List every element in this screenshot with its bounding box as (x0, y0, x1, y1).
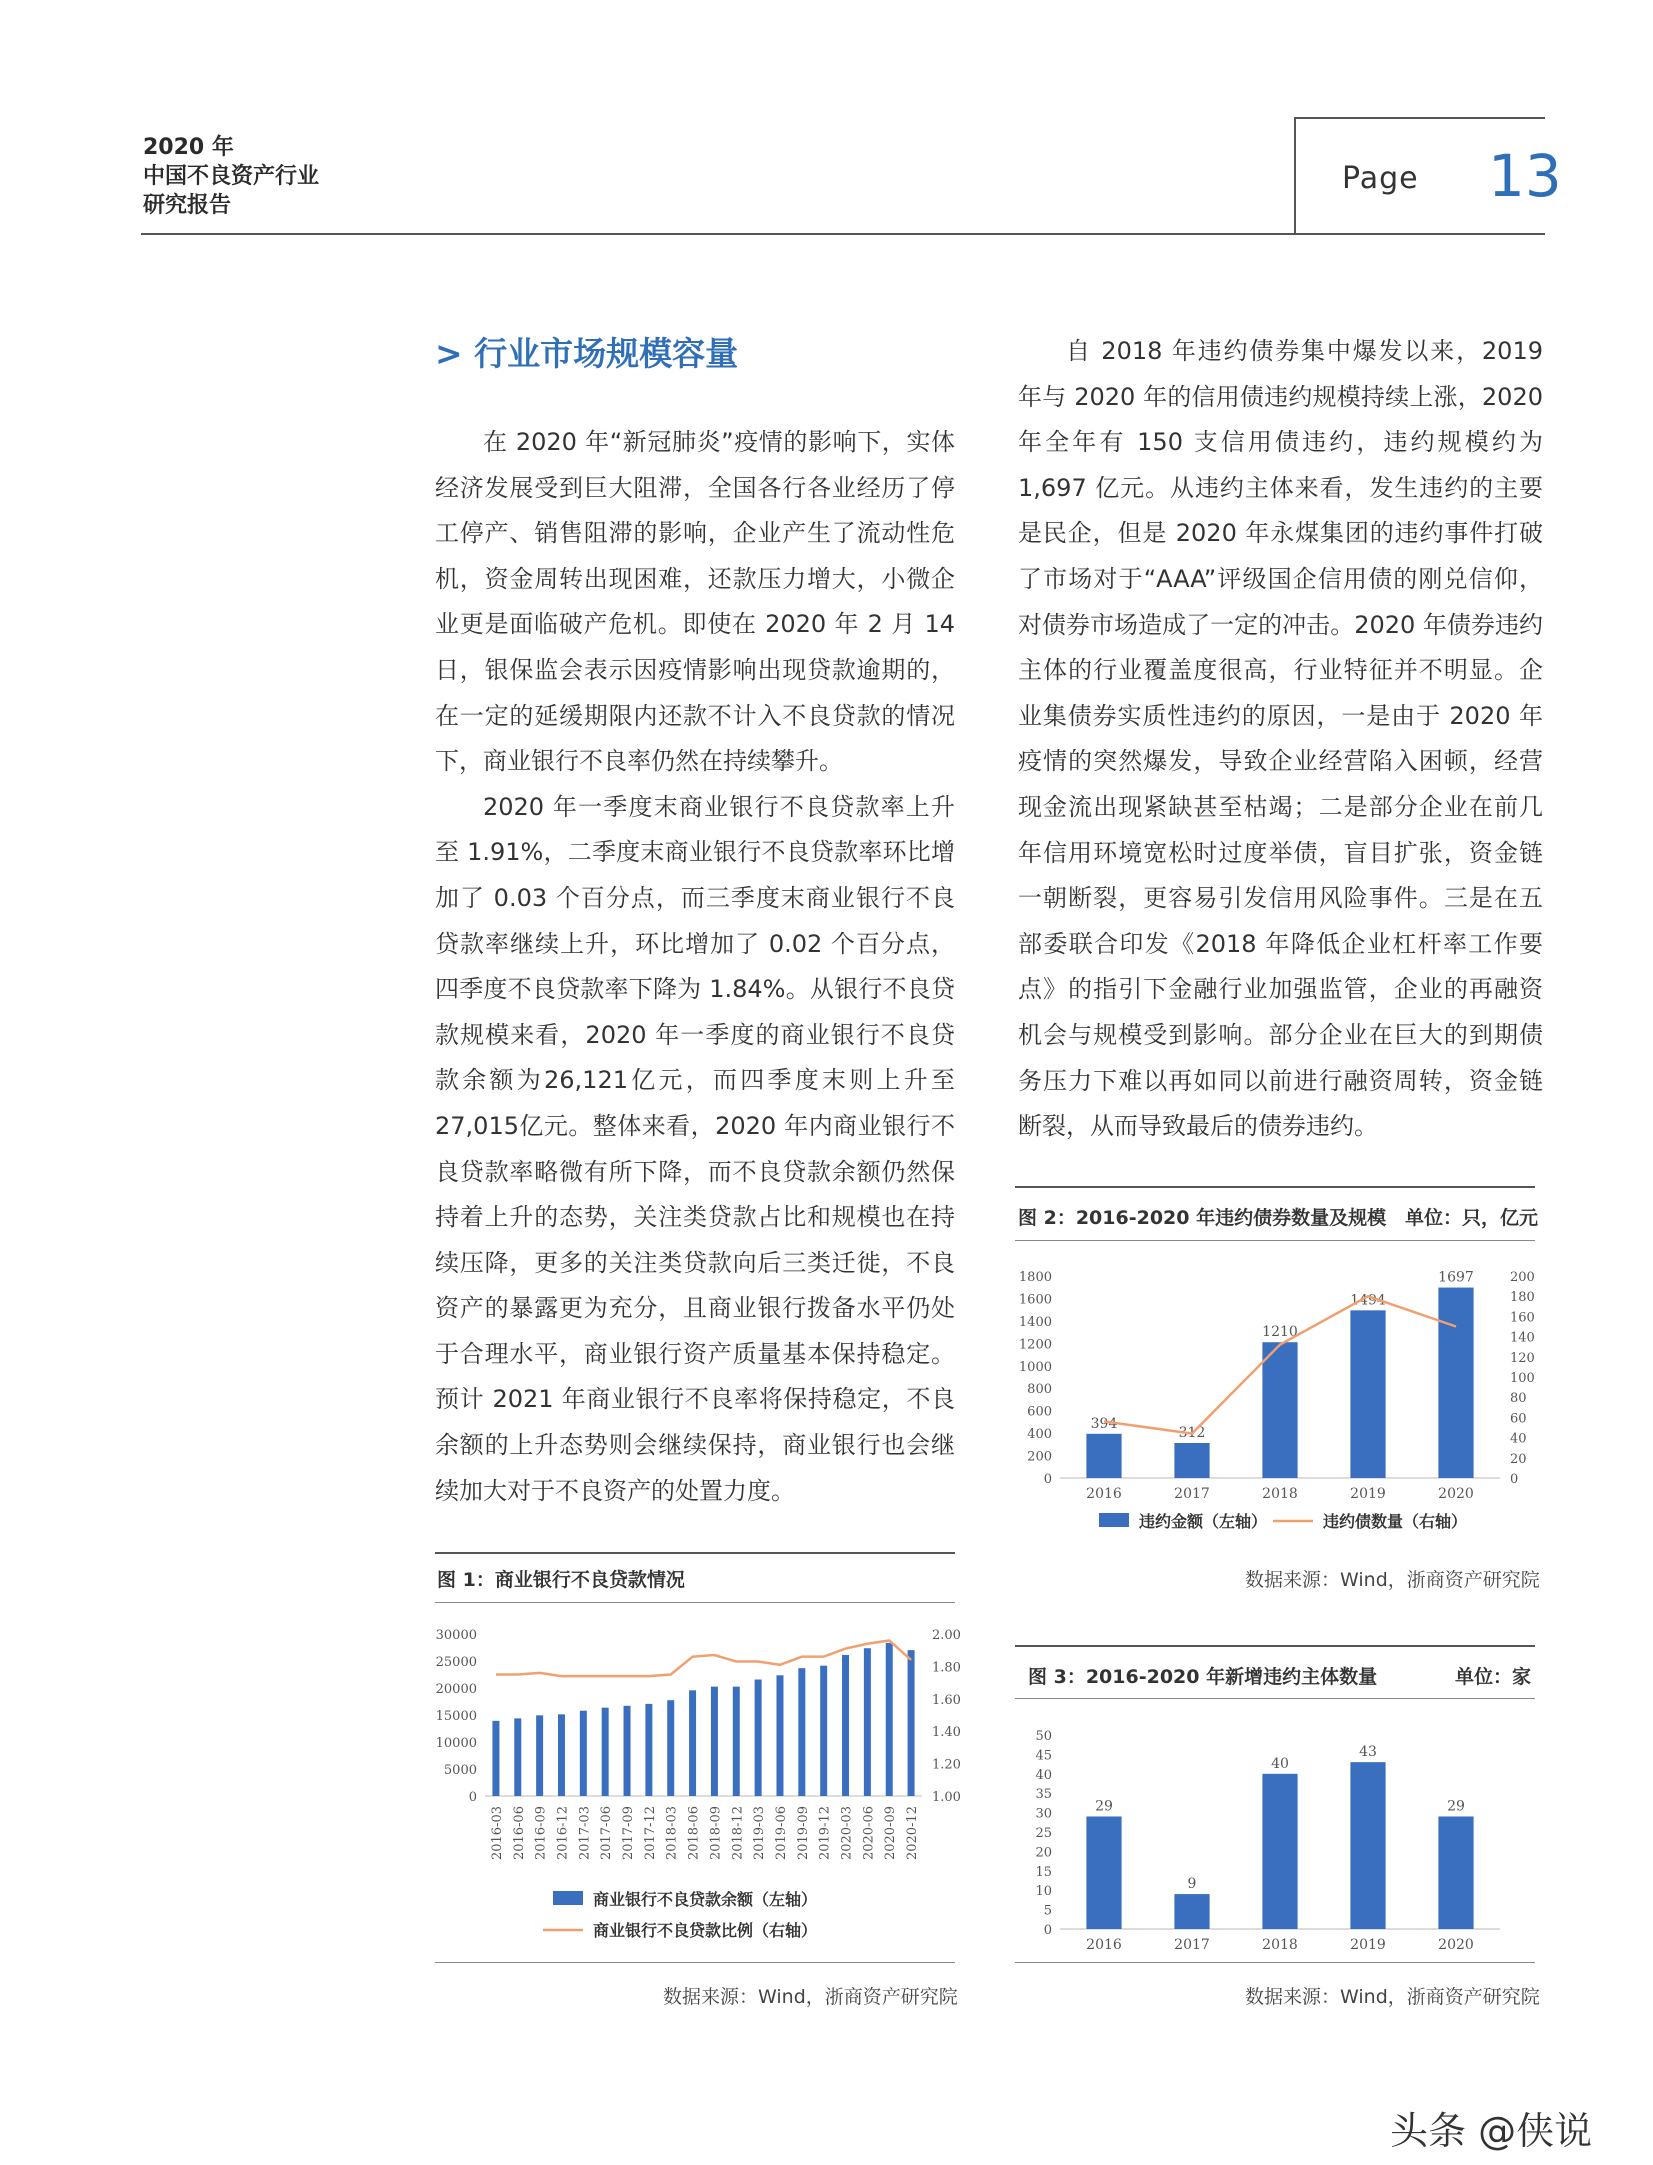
paragraph: 2020 年一季度末商业银行不良贷款率上升至 1.91%，二季度末商业银行不良贷款率环比增加了 0.03 个百分点，而三季度末商业银行不良贷款率继续上升，环比增加了 0.02 个百分点，四季度不良贷款率下降为 1.84%。从银行不良贷款规模来看，2020 年一季度的商业银行不良贷款余额为26,121亿元，而四季度末则上升至27,015亿元。整体来看，2020 年内商业银行不良贷款率略微有所下降，而不良贷款余额仍然保持着上升的态势，关注类贷款占比和规模也在持续压降，更多的关注类贷款向后三类迁徙，不良资产的暴露更为充分，且商业银行拨备水平仍处于合理水平，商业银行资产质量基本保持稳定。预计 2021 年商业银行不良率将保持稳定，不良余额的上升态势则会继续保持，商业银行也会继续加大对于不良资产的处置力度。 (435, 792, 955, 1505)
y-tick-right: 1.80 (932, 1660, 961, 1676)
y-tick-right: 1.60 (932, 1692, 961, 1708)
fig3-bottom-rule (1015, 1962, 1535, 1963)
fig2-top-rule (1015, 1186, 1535, 1188)
bar (492, 1721, 499, 1796)
bar (711, 1687, 718, 1796)
x-tick: 2016 (1086, 1486, 1122, 1502)
y-tick-right: 1.40 (932, 1725, 961, 1741)
x-tick: 2019-09 (795, 1806, 811, 1861)
y-tick-right: 140 (1510, 1330, 1535, 1346)
y-tick-left: 1800 (1018, 1270, 1052, 1285)
fig2-unit: 单位：只，亿元 (1405, 1207, 1539, 1229)
bar (1350, 1310, 1385, 1478)
fig1-title-rule (435, 1602, 955, 1603)
x-tick: 2016-09 (533, 1806, 549, 1861)
x-tick: 2020-06 (861, 1806, 877, 1861)
y-tick-left: 1200 (1018, 1337, 1052, 1353)
bar-label: 1210 (1262, 1324, 1298, 1341)
x-tick: 2016-03 (489, 1806, 505, 1861)
report-title-line: 研究报告 (143, 193, 232, 218)
bar (1174, 1443, 1209, 1478)
x-tick: 2017-06 (599, 1806, 615, 1861)
x-tick: 2020-03 (839, 1806, 855, 1861)
y-tick-left: 600 (1027, 1404, 1052, 1420)
x-tick: 2016-06 (511, 1806, 527, 1861)
y-tick-left: 1400 (1018, 1314, 1052, 1330)
legend-label: 违约债数量（右轴） (1323, 1512, 1468, 1531)
bar (1174, 1894, 1209, 1929)
x-tick: 2020 (1438, 1486, 1474, 1502)
fig3-source: 数据来源：Wind，浙商资产研究院 (1245, 1986, 1540, 2008)
fig1-source: 数据来源：Wind，浙商资产研究院 (663, 1986, 958, 2008)
y-tick-right: 180 (1510, 1290, 1535, 1306)
y-tick-left: 5 (1043, 1903, 1052, 1919)
x-tick: 2018 (1262, 1486, 1298, 1502)
x-tick: 2016-12 (555, 1806, 571, 1861)
bar-label: 9 (1187, 1876, 1197, 1893)
bar-label: 1697 (1438, 1269, 1474, 1286)
bar (580, 1711, 587, 1796)
y-tick-right: 60 (1510, 1411, 1527, 1427)
x-tick: 2018-06 (686, 1806, 702, 1861)
y-tick-left: 40 (1035, 1767, 1052, 1783)
y-tick-right: 120 (1510, 1350, 1535, 1366)
fig3-unit: 单位：家 (1455, 1666, 1532, 1688)
fig2-source: 数据来源：Wind，浙商资产研究院 (1245, 1569, 1540, 1591)
x-tick: 2019-03 (752, 1806, 768, 1861)
x-tick: 2020 (1438, 1937, 1474, 1953)
y-tick-left: 200 (1027, 1449, 1052, 1465)
x-tick: 2018-09 (708, 1806, 724, 1861)
fig3-title-rule (1015, 1698, 1535, 1699)
bar (820, 1666, 827, 1796)
fig2-chart (1015, 1248, 1545, 1538)
y-tick-right: 160 (1510, 1310, 1535, 1326)
y-tick-left: 45 (1035, 1748, 1052, 1764)
x-tick: 2019-06 (773, 1806, 789, 1861)
x-tick: 2018-03 (664, 1806, 680, 1861)
page-label: Page (1342, 161, 1419, 196)
paragraph: 在 2020 年“新冠肺炎”疫情的影响下，实体经济发展受到巨大阻滞，全国各行各业经历了停工停产、销售阻滞的影响，企业产生了流动性危机，资金周转出现困难，还款压力增大，小微企业更是面临破产危机。即使在 2020 年 2 月 14 日，银保监会表示因疫情影响出现贷款逾期的，在一定的延缓期限内还款不计入不良贷款的情况下，商业银行不良率仍然在持续攀升。 (435, 428, 955, 776)
y-tick-left: 25000 (435, 1655, 477, 1670)
bar-label: 394 (1090, 1415, 1118, 1432)
fig3-chart (1015, 1712, 1545, 1962)
y-tick-right: 100 (1510, 1371, 1535, 1386)
y-tick-right: 40 (1510, 1431, 1527, 1447)
y-tick-left: 20000 (435, 1682, 477, 1697)
y-tick-right: 2.00 (932, 1628, 961, 1643)
y-tick-left: 0 (468, 1790, 477, 1805)
fig1-chart (435, 1610, 961, 1950)
legend-label: 商业银行不良贷款余额（左轴） (593, 1890, 818, 1909)
y-tick-right: 1.20 (932, 1757, 961, 1773)
left-column-text (435, 420, 955, 1514)
y-tick-left: 15000 (435, 1709, 477, 1724)
bar (864, 1648, 871, 1796)
y-tick-left: 10 (1035, 1884, 1052, 1900)
fig2-title-rule (1015, 1240, 1535, 1241)
x-tick: 2018-12 (730, 1806, 746, 1861)
report-title-line: 2020 年 (143, 135, 234, 160)
bar-label: 40 (1271, 1755, 1289, 1772)
y-tick-left: 0 (1043, 1923, 1052, 1938)
y-tick-left: 10000 (435, 1736, 477, 1751)
y-tick-right: 20 (1510, 1451, 1527, 1467)
x-tick: 2017 (1174, 1486, 1210, 1502)
section-title: > 行业市场规模容量 (435, 334, 739, 373)
y-tick-left: 50 (1035, 1729, 1052, 1744)
bar (755, 1680, 762, 1796)
fig3-top-rule (1015, 1645, 1535, 1647)
bar-label: 312 (1178, 1424, 1206, 1441)
y-tick-left: 20 (1035, 1845, 1052, 1861)
y-tick-left: 30000 (435, 1628, 477, 1643)
y-tick-left: 1000 (1018, 1359, 1052, 1375)
bar (602, 1708, 609, 1796)
right-column-text (1018, 329, 1543, 1150)
bar (1262, 1774, 1297, 1929)
bar-label: 43 (1359, 1744, 1377, 1761)
bar (1438, 1288, 1473, 1478)
report-title-line: 中国不良资产行业 (143, 164, 320, 189)
x-tick: 2017-03 (577, 1806, 593, 1861)
bar (1262, 1342, 1297, 1478)
y-tick-right: 80 (1510, 1391, 1527, 1407)
legend-swatch-bar (1099, 1513, 1129, 1527)
x-tick: 2017 (1174, 1937, 1210, 1953)
paragraph: 自 2018 年违约债券集中爆发以来，2019 年与 2020 年的信用债违约规模持续上涨，2020 年全年有 150 支信用债违约，违约规模约为 1,697 亿元。从违约主体来看，发生违约的主要是民企，但是 2020 年永煤集团的违约事件打破了市场对于“AAA”评级国企信用债的刚兑信仰，对债券市场造成了一定的冲击。2020 年债券违约主体的行业覆盖度很高，行业特征并不明显。企业集债券实质性违约的原因，一是由于 2020 年疫情的突然爆发，导致企业经营陷入困顿，经营现金流出现紧缺甚至枯竭；二是部分企业在前几年信用环境宽松时过度举债，盲目扩张，资金链一朝断裂，更容易引发信用风险事件。三是在五部委联合印发《2018 年降低企业杠杆率工作要点》的指引下金融行业加强监管，企业的再融资机会与规模受到影响。部分企业在巨大的到期债务压力下难以再如同以前进行融资周转，资金链断裂，从而导致最后的债券违约。 (1018, 337, 1543, 1141)
y-tick-right: 200 (1510, 1270, 1535, 1285)
y-tick-left: 35 (1035, 1787, 1052, 1803)
fig2-title: 图 2：2016-2020 年违约债券数量及规模 (1018, 1207, 1387, 1229)
y-tick-right: 1.00 (932, 1790, 961, 1805)
bar (645, 1704, 652, 1796)
y-tick-left: 0 (1043, 1472, 1052, 1487)
fig1-top-rule (435, 1552, 955, 1554)
report-title (143, 133, 319, 220)
y-tick-left: 25 (1035, 1826, 1052, 1841)
bar (733, 1687, 740, 1796)
x-tick: 2020-12 (905, 1806, 921, 1861)
legend-label: 违约金额（左轴） (1139, 1512, 1268, 1531)
header-rule-bottom (141, 233, 1545, 235)
bar (1086, 1816, 1121, 1929)
x-tick: 2016 (1086, 1937, 1122, 1953)
bar (667, 1700, 674, 1796)
bar (558, 1714, 565, 1796)
bar-label: 29 (1095, 1798, 1113, 1815)
x-tick: 2019-12 (817, 1806, 833, 1861)
header-rule-top (1295, 117, 1545, 119)
x-tick: 2017-12 (642, 1806, 658, 1861)
fig1-bottom-rule (435, 1962, 955, 1963)
bar (798, 1668, 805, 1796)
y-tick-left: 800 (1027, 1382, 1052, 1398)
bar (776, 1675, 783, 1796)
bar (514, 1718, 521, 1796)
bar-label: 29 (1447, 1798, 1465, 1815)
watermark: 头条 @侠说 (1390, 2109, 1593, 2153)
bar (842, 1655, 849, 1796)
y-tick-right: 0 (1510, 1472, 1519, 1487)
bar (1438, 1816, 1473, 1929)
bar (624, 1706, 631, 1796)
bar (689, 1690, 696, 1796)
x-tick: 2019 (1350, 1937, 1386, 1953)
bar (908, 1650, 915, 1796)
legend-label: 商业银行不良贷款比例（右轴） (593, 1921, 818, 1940)
bar (886, 1643, 893, 1796)
bar (536, 1715, 543, 1796)
fig1-title: 图 1：商业银行不良贷款情况 (437, 1569, 685, 1591)
y-tick-left: 5000 (443, 1763, 477, 1778)
y-tick-left: 1600 (1018, 1292, 1052, 1308)
header-divider (1294, 117, 1296, 234)
y-tick-left: 400 (1027, 1427, 1052, 1443)
bar (1350, 1762, 1385, 1929)
fig3-title: 图 3：2016-2020 年新增违约主体数量 (1028, 1666, 1378, 1688)
y-tick-left: 15 (1035, 1864, 1052, 1880)
x-tick: 2017-09 (621, 1806, 637, 1861)
page-number: 13 (1488, 142, 1562, 210)
x-tick: 2018 (1262, 1937, 1298, 1953)
y-tick-left: 30 (1035, 1806, 1052, 1822)
bar (1086, 1434, 1121, 1478)
bar-label: 1494 (1350, 1292, 1386, 1309)
legend-swatch-bar (553, 1891, 583, 1905)
x-tick: 2019 (1350, 1486, 1386, 1502)
x-tick: 2020-09 (883, 1806, 899, 1861)
